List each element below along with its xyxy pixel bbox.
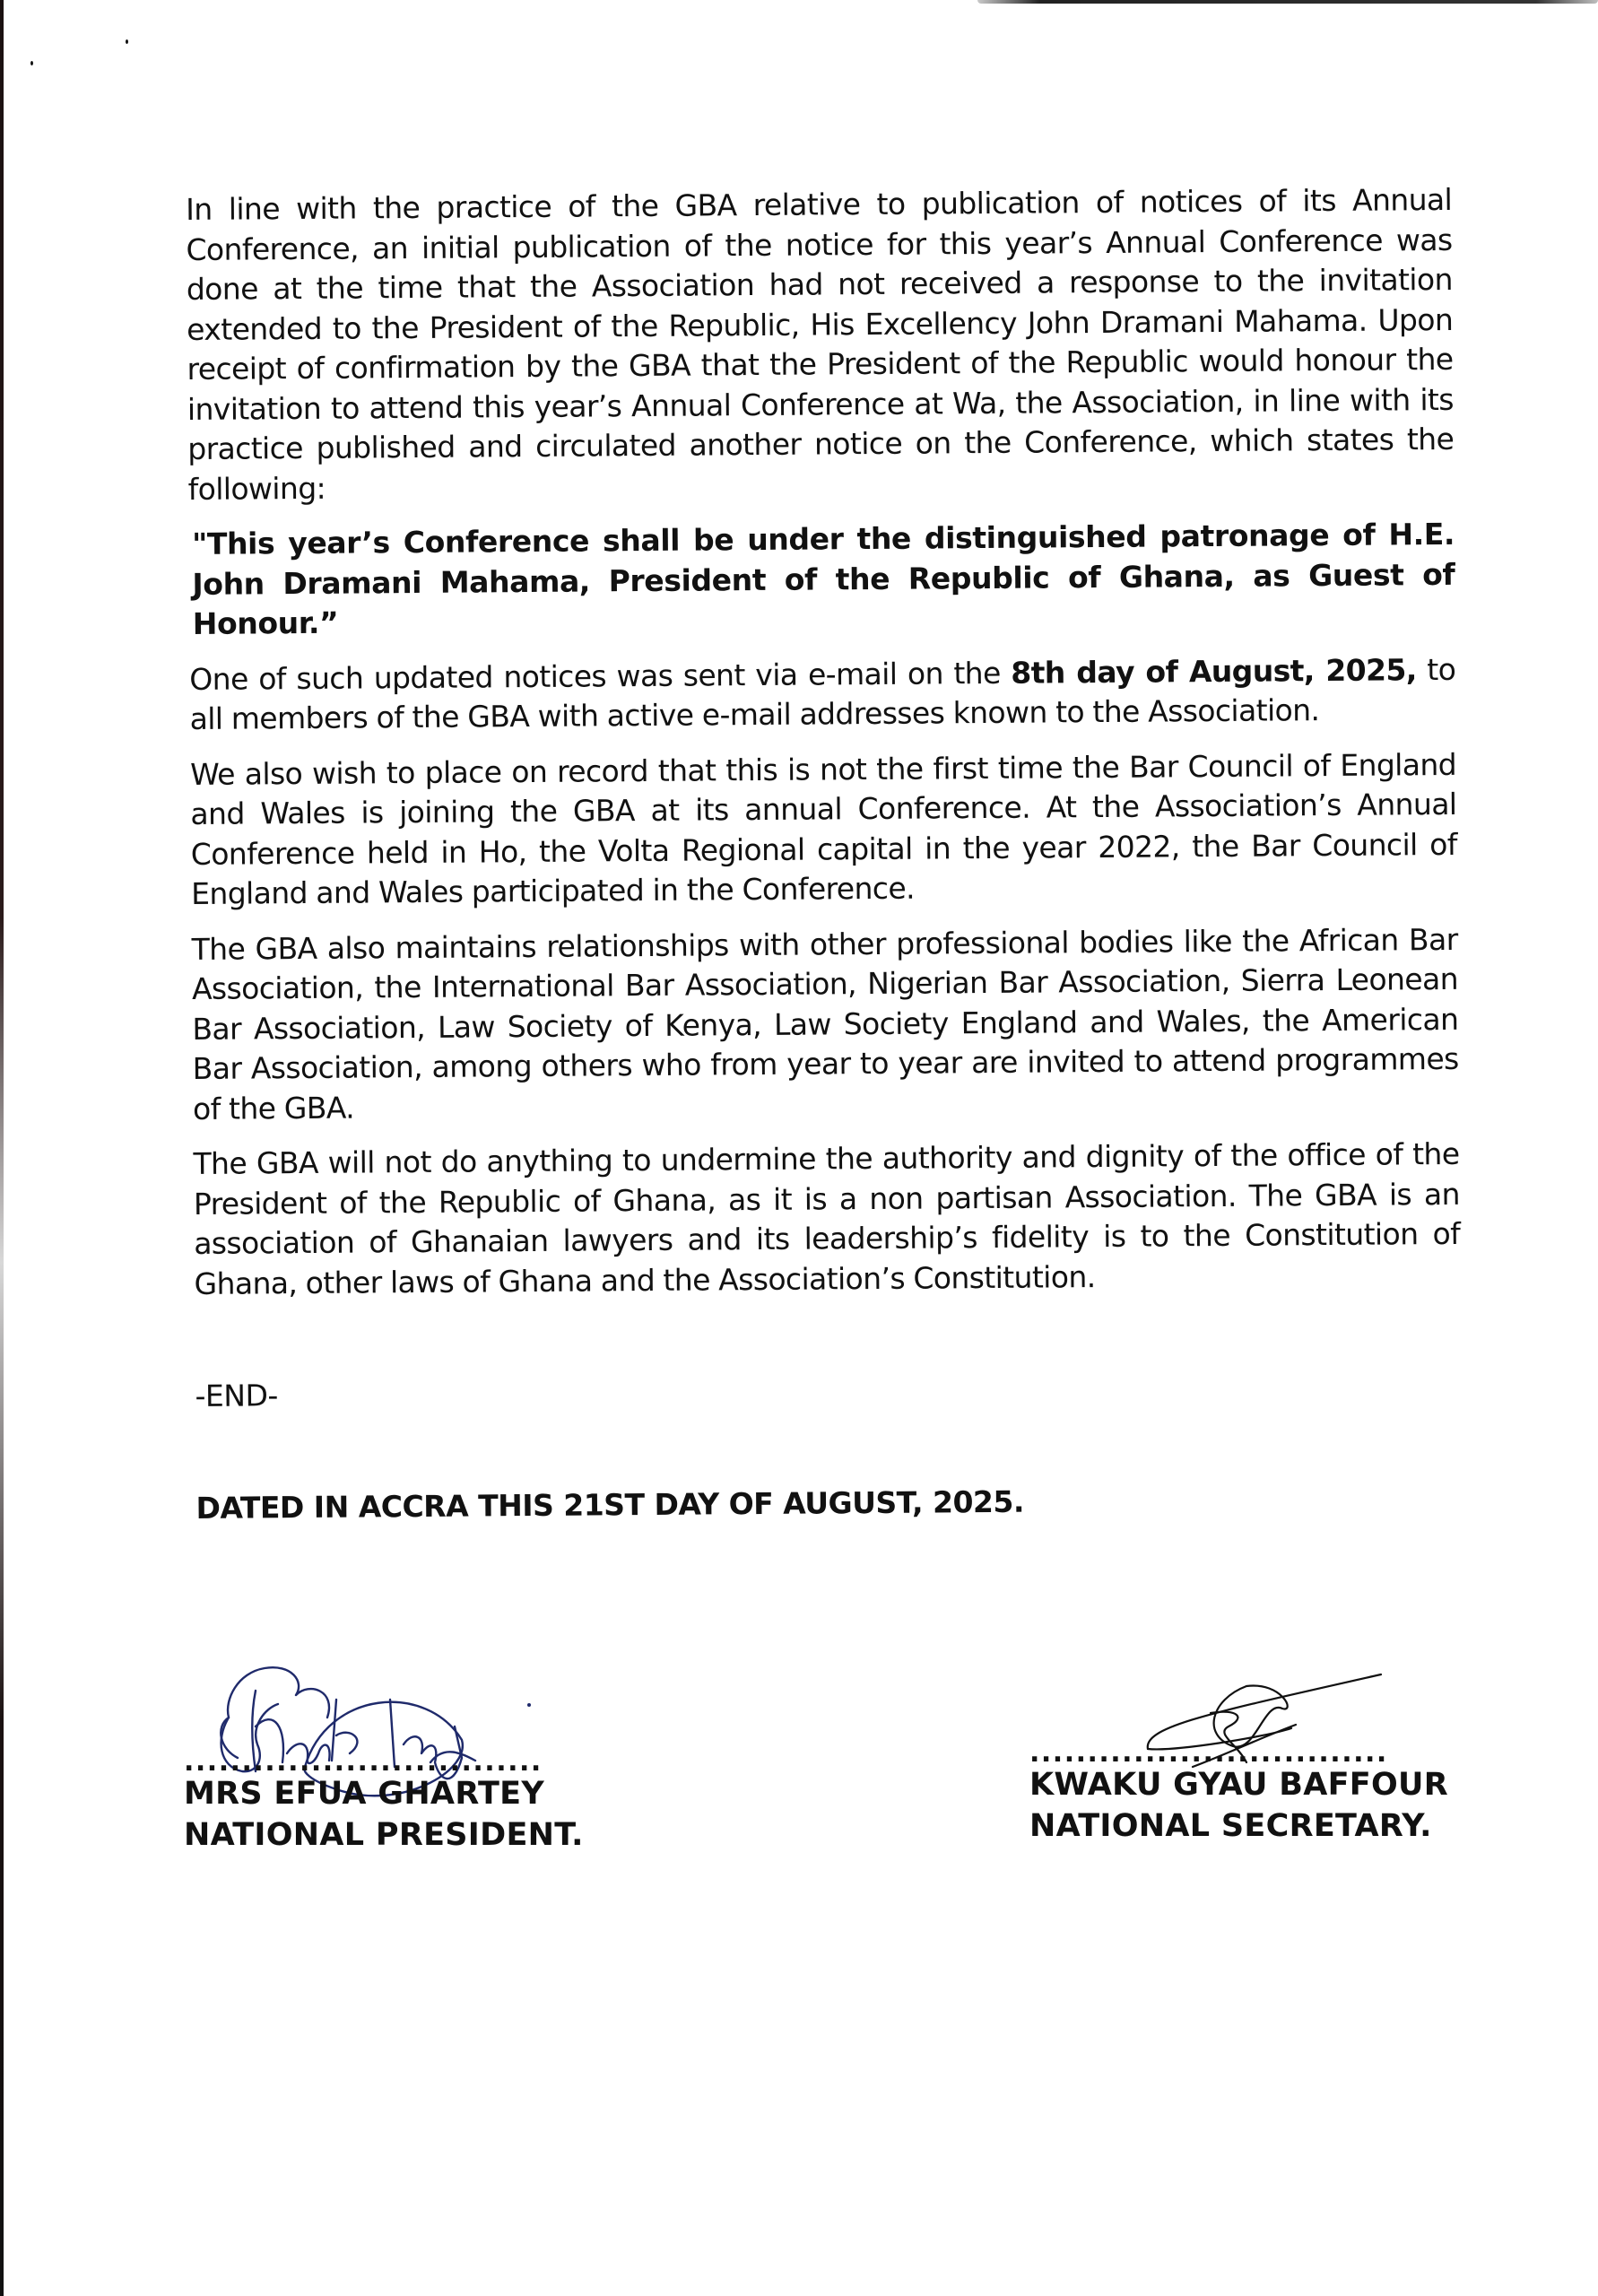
document-body [186, 180, 1463, 1526]
scan-speck [126, 39, 128, 44]
paragraph-email-notice [189, 649, 1456, 739]
email-notice-date: 8th day of August, 2025, [1011, 651, 1417, 691]
quoted-notice: "This year’s Conference shall be under the distinguished patronage of H.E. John Dramani Mahama, President of the Republic of Ghana, as Guest of Honour.” [191, 516, 1455, 641]
signatory-title: NATIONAL PRESIDENT. [184, 1817, 584, 1853]
signatory-president [184, 1753, 584, 1856]
scan-speck [30, 61, 33, 65]
signature-line: ............................... [184, 1753, 543, 1773]
email-notice-text-end: to all members of the GBA with active e-mail addresses known to the Association. [189, 651, 1456, 736]
paragraph-publication-notice: In line with the practice of the GBA relative to publication of notices of its Annual Conference, an initial publication of the notice for this year’s Annual Conference was done at the time that the Association had not received a response to the invitation extended to the President of the Republic, His Excellency John Dramani Mahama. Upon receipt of confirmation by the GBA that the President of the Republic would honour the invitation to attend this year’s Annual Conference at Wa, the Association, in line with its practice published and circulated another notice on the Conference, which states the following: [186, 181, 1455, 507]
scan-top-edge [977, 0, 1598, 4]
dated-line: DATED IN ACCRA THIS 21ST DAY OF AUGUST, 2025. [195, 1483, 1025, 1526]
signatory-name: KWAKU GYAU BAFFOUR [1029, 1767, 1449, 1803]
scan-left-edge [0, 0, 4, 2296]
signatory-secretary [1029, 1744, 1448, 1847]
paragraph-relationships: The GBA also maintains relationships with other professional bodies like the African Bar Association, the International Bar Association, Nigerian Bar Association, Sierra Leonean Bar Association, Law Society of Kenya, Law Society England and Wales, the American Bar Association, among others who from year to year are invited to attend programmes of the GBA. [191, 921, 1459, 1126]
paragraph-non-partisan: The GBA will not do anything to undermine the authority and dignity of the office of the President of the Republic of Ghana, as it is a non partisan Association. The GBA is an association of Ghanaian lawyers and its leadership’s fidelity is to the Constitution of Ghana, other laws of Ghana and the Association’s Constitution. [193, 1135, 1461, 1301]
signatory-name: MRS EFUA GHARTEY [184, 1776, 545, 1812]
end-mark: -END- [195, 1378, 278, 1413]
signature-line: ............................... [1029, 1744, 1388, 1764]
paragraph-bar-council: We also wish to place on record that this is not the first time the Bar Council of England and Wales is joining the GBA at its annual Conference. At the Association’s Annual Conference held in Ho, the Volta Regional capital in the year 2022, the Bar Council of England and Wales participated in the Conference. [189, 746, 1457, 911]
signatory-title: NATIONAL SECRETARY. [1029, 1808, 1432, 1844]
email-notice-text: One of such updated notices was sent via e-mail on the [189, 655, 1012, 697]
